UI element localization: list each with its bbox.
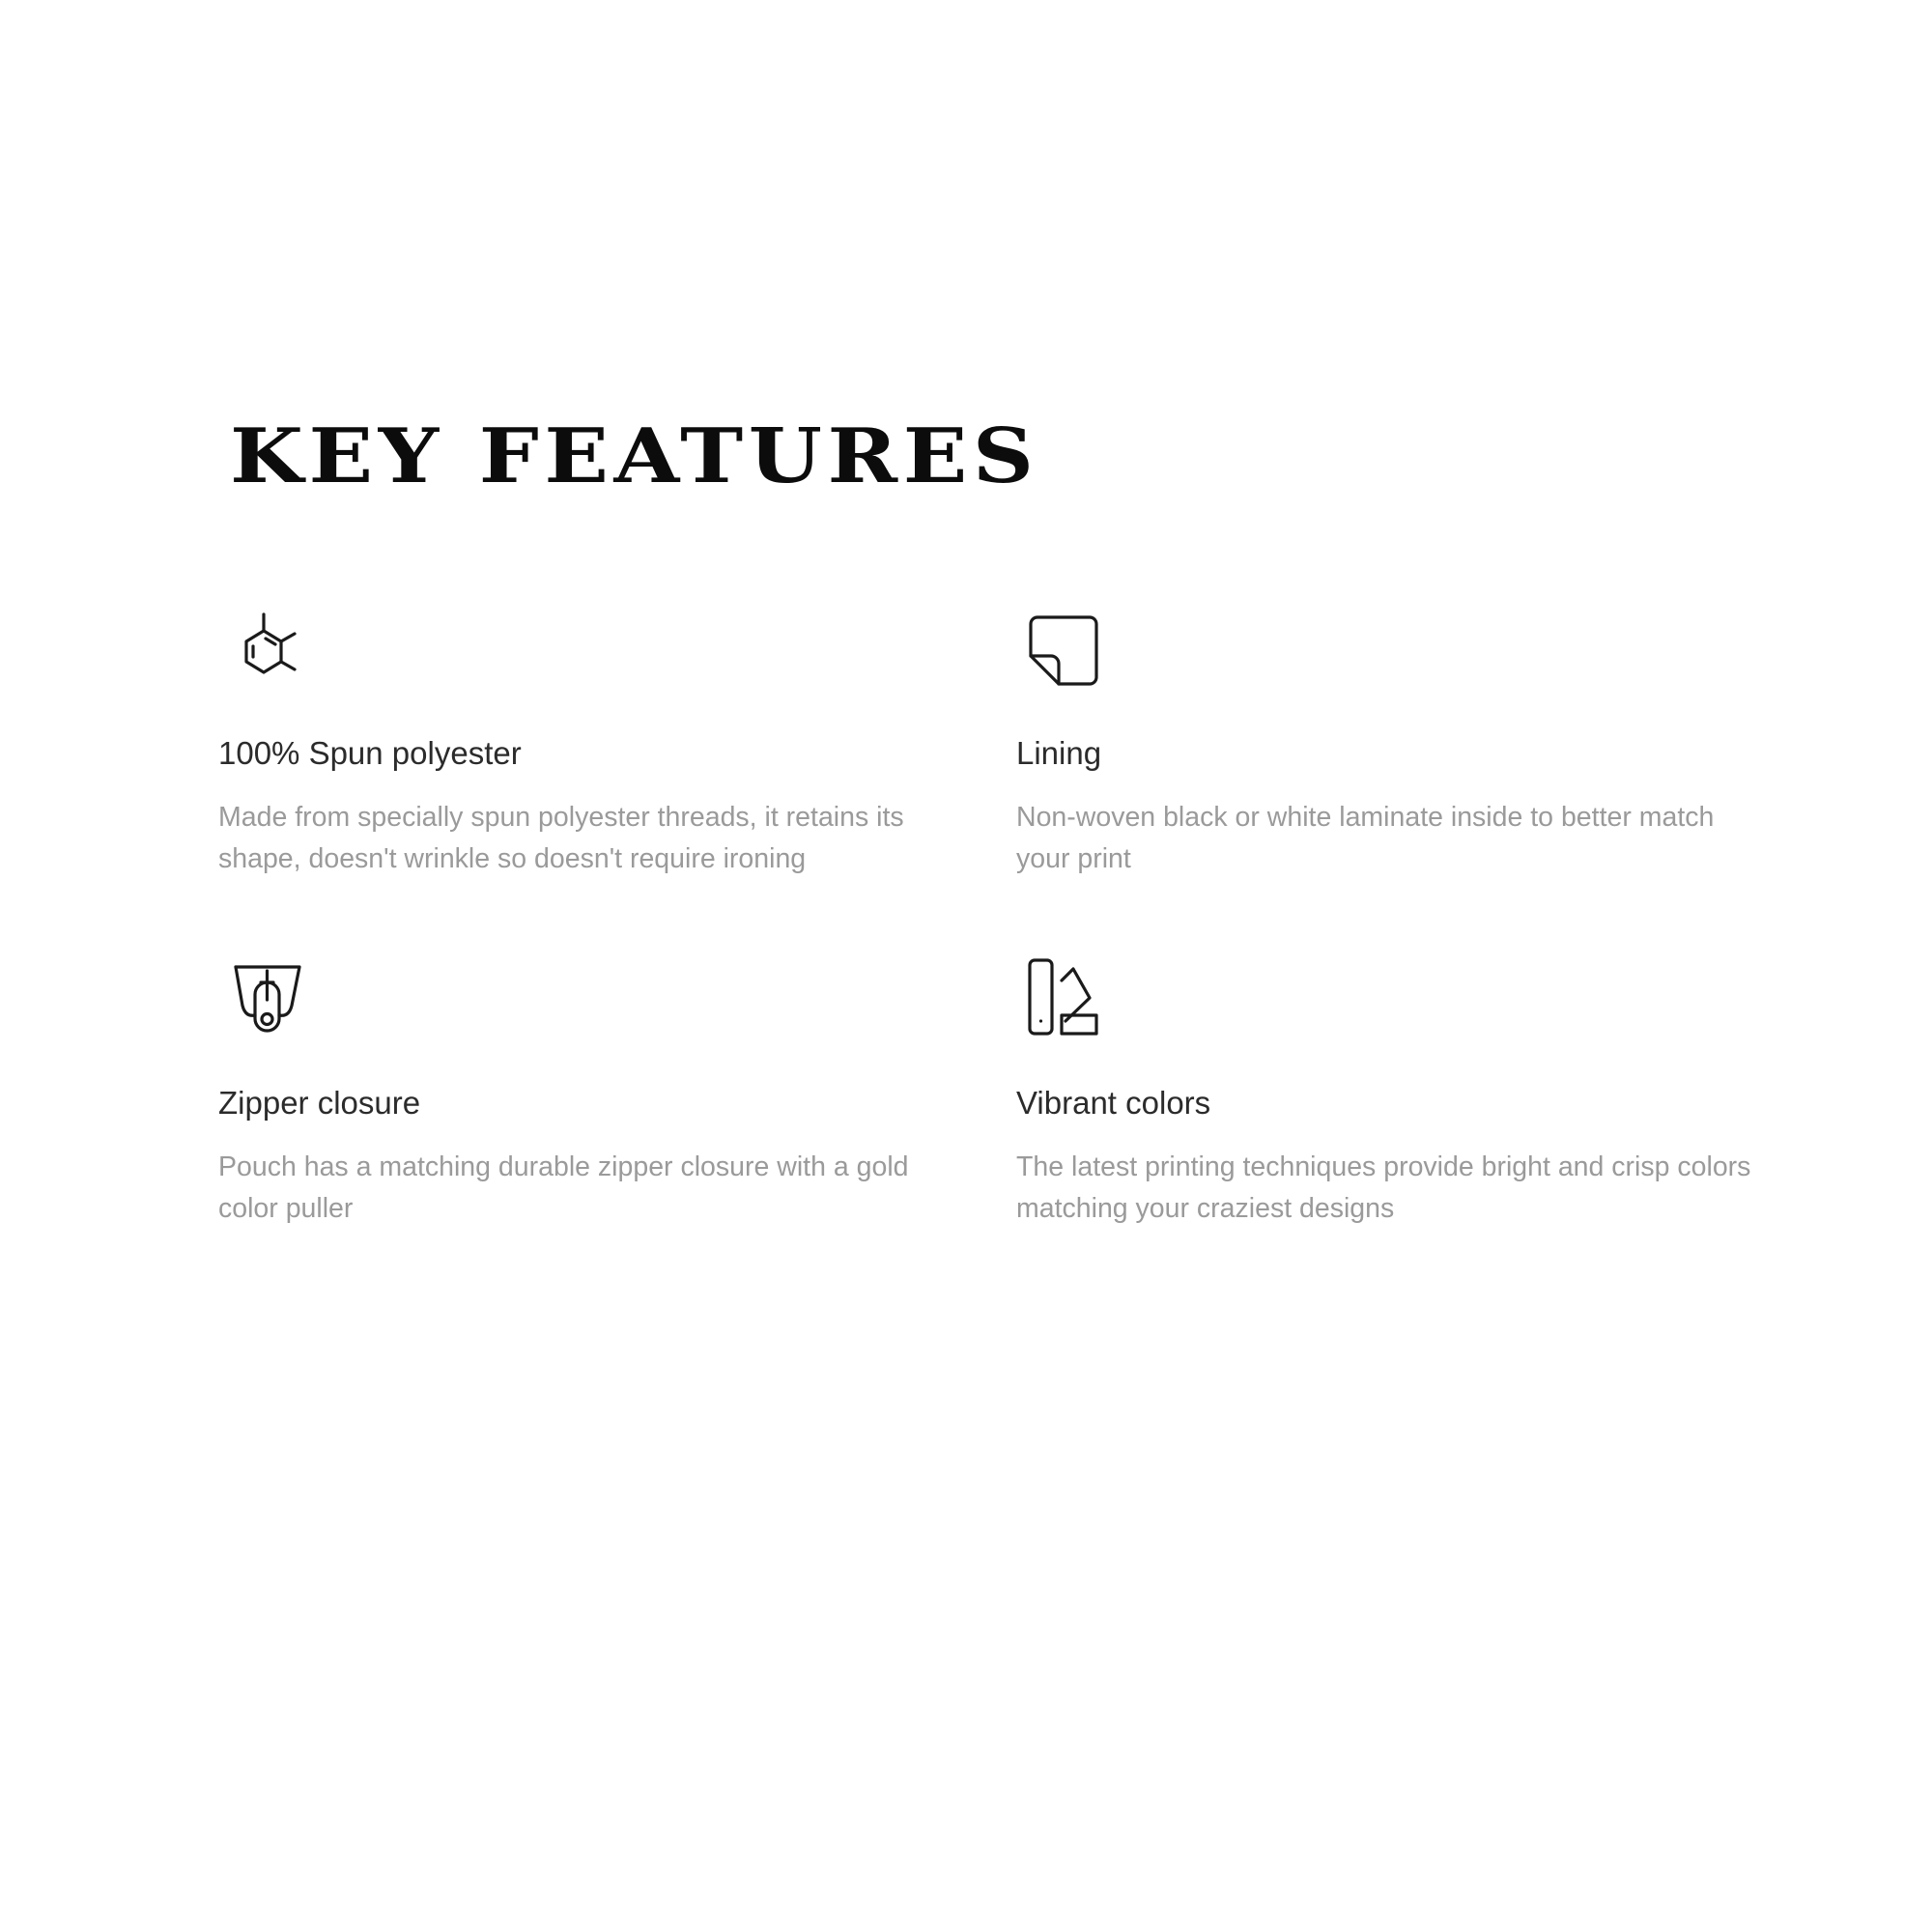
feature-description: Non-woven black or white laminate inside to better match your print xyxy=(1016,802,1715,874)
zipper-pull-icon xyxy=(218,953,305,1040)
feature-description: Made from specially spun polyester threads, it retains its shape, doesn't wrinkle so doesn't require ironing xyxy=(218,802,904,874)
folded-corner-square-icon xyxy=(1016,604,1103,691)
feature-title: Lining xyxy=(1016,735,1102,771)
feature-title: Vibrant colors xyxy=(1016,1085,1211,1121)
color-swatch-icon xyxy=(1016,953,1103,1040)
feature-title: Zipper closure xyxy=(218,1085,421,1121)
molecule-icon xyxy=(218,604,305,691)
feature-description: The latest printing techniques provide bright and crisp colors matching your craziest designs xyxy=(1016,1151,1751,1224)
page-title: KEY FEATURES xyxy=(230,412,1039,500)
feature-description: Pouch has a matching durable zipper closure with a gold color puller xyxy=(218,1151,909,1224)
feature-title: 100% Spun polyester xyxy=(218,735,522,771)
